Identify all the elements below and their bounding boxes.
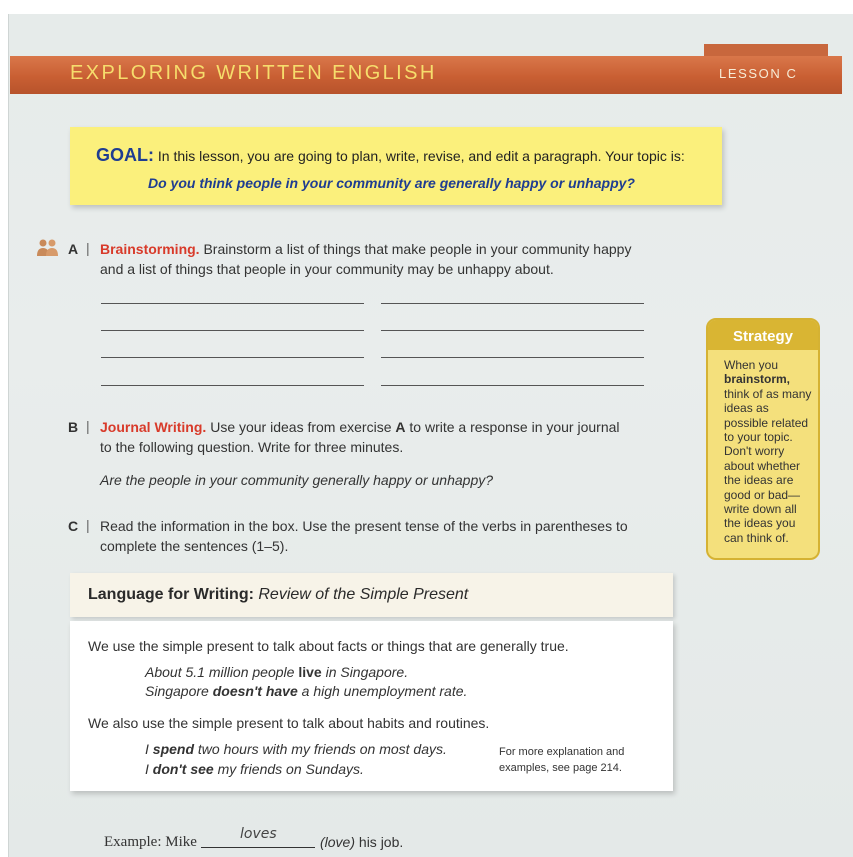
language-para-2: We also use the simple present to talk about habits and routines.	[88, 715, 490, 731]
exercise-c-divider: |	[86, 517, 90, 533]
language-box-title	[88, 586, 468, 604]
exercise-b-heading: Journal Writing.	[100, 419, 207, 435]
example-1-end: in Singapore.	[321, 664, 409, 680]
strategy-title: Strategy	[708, 320, 818, 350]
goal-intro-line	[96, 145, 685, 166]
answer-line-right-1[interactable]	[381, 303, 644, 304]
example-sentence-4	[145, 761, 364, 777]
journal-question: Are the people in your community generally happy or unhappy?	[100, 472, 494, 488]
answer-line-right-4[interactable]	[381, 385, 644, 386]
example-4-start: I	[145, 761, 153, 777]
language-box-header	[70, 573, 673, 617]
page-reference-line-1: For more explanation and	[499, 746, 625, 758]
language-box-title-topic: Review of the Simple Present	[258, 586, 469, 603]
example-1-start: About 5.1 million people	[145, 664, 299, 680]
example-label: Example: Mike	[104, 834, 197, 850]
strategy-text-start: When you	[724, 358, 779, 372]
strategy-text	[724, 358, 816, 545]
exercise-c-text	[100, 516, 680, 556]
exercise-b-instruction-end: to write a response in your journal	[409, 419, 620, 435]
handwritten-answer: loves	[240, 826, 277, 842]
exercise-b-text	[100, 417, 680, 457]
exercise-a-text	[100, 239, 680, 279]
exercise-b-reference: A	[395, 419, 406, 435]
goal-intro: In this lesson, you are going to plan, write, revise, and edit a paragraph. Your topic is:	[157, 148, 685, 164]
exercise-c-line-1: Read the information in the box. Use the present tense of the verbs in parentheses to	[100, 518, 628, 534]
example-1-verb: live	[298, 664, 322, 680]
goal-label: GOAL:	[96, 145, 154, 165]
exercise-b-line-2: to the following question. Write for three minutes.	[100, 439, 404, 455]
example-2-verb: doesn't have	[212, 683, 298, 699]
language-box-title-bold: Language for Writing:	[88, 586, 254, 603]
answer-line-left-1[interactable]	[101, 303, 364, 304]
example-sentence-1	[145, 664, 408, 680]
answer-line-left-3[interactable]	[101, 357, 364, 358]
example-sentence-3	[145, 741, 447, 757]
example-3-verb: spend	[152, 741, 195, 757]
example-4-end: my friends on Sundays.	[213, 761, 364, 777]
section-title: EXPLORING WRITTEN ENGLISH	[70, 62, 437, 84]
example-blank-line[interactable]	[201, 847, 315, 848]
exercise-c-letter: C	[68, 518, 79, 534]
goal-box	[70, 127, 722, 205]
answer-line-left-2[interactable]	[101, 330, 364, 331]
exercise-c-line-2: complete the sentences (1–5).	[100, 538, 289, 554]
example-sentence-2	[145, 683, 467, 699]
example-rest	[320, 834, 403, 850]
exercise-b-line-1	[100, 417, 680, 437]
strategy-text-end: think of as many ideas as possible related to your topic. Don't worry about whether the ideas are good or bad—write down all the ideas you can think of.	[724, 386, 812, 545]
answer-line-left-4[interactable]	[101, 385, 364, 386]
language-para-1: We use the simple present to talk about facts or things that are generally true.	[88, 638, 569, 654]
example-verb-hint: (love)	[320, 834, 356, 850]
answer-line-right-2[interactable]	[381, 330, 644, 331]
exercise-a-line-1	[100, 239, 680, 259]
strategy-box	[706, 318, 820, 560]
example-sentence-end: his job.	[355, 834, 404, 850]
exercise-a-instruction: Brainstorm a list of things that make people in your community happy	[203, 241, 632, 257]
example-4-verb: don't see	[152, 761, 214, 777]
exercise-a-divider: |	[86, 240, 90, 256]
exercise-b-divider: |	[86, 418, 90, 434]
answer-line-right-3[interactable]	[381, 357, 644, 358]
example-2-end: a high unemployment rate.	[297, 683, 468, 699]
example-3-start: I	[145, 741, 153, 757]
exercise-a-line-2: and a list of things that people in your community may be unhappy about.	[100, 261, 554, 277]
strategy-keyword: brainstorm,	[724, 372, 791, 387]
page-reference-line-2: examples, see page 214.	[499, 762, 622, 774]
goal-question: Do you think people in your community are generally happy or unhappy?	[148, 175, 635, 191]
exercise-b-instruction-start: Use your ideas from exercise	[210, 419, 392, 435]
page-reference-note	[499, 744, 624, 776]
exercise-a-heading: Brainstorming.	[100, 241, 200, 257]
lesson-label: LESSON C	[719, 66, 798, 81]
language-box-body	[70, 621, 673, 791]
people-pair-icon	[37, 239, 59, 257]
exercise-b-letter: B	[68, 419, 79, 435]
example-2-start: Singapore	[145, 683, 213, 699]
exercise-a-letter: A	[68, 241, 79, 257]
example-3-end: two hours with my friends on most days.	[194, 741, 447, 757]
